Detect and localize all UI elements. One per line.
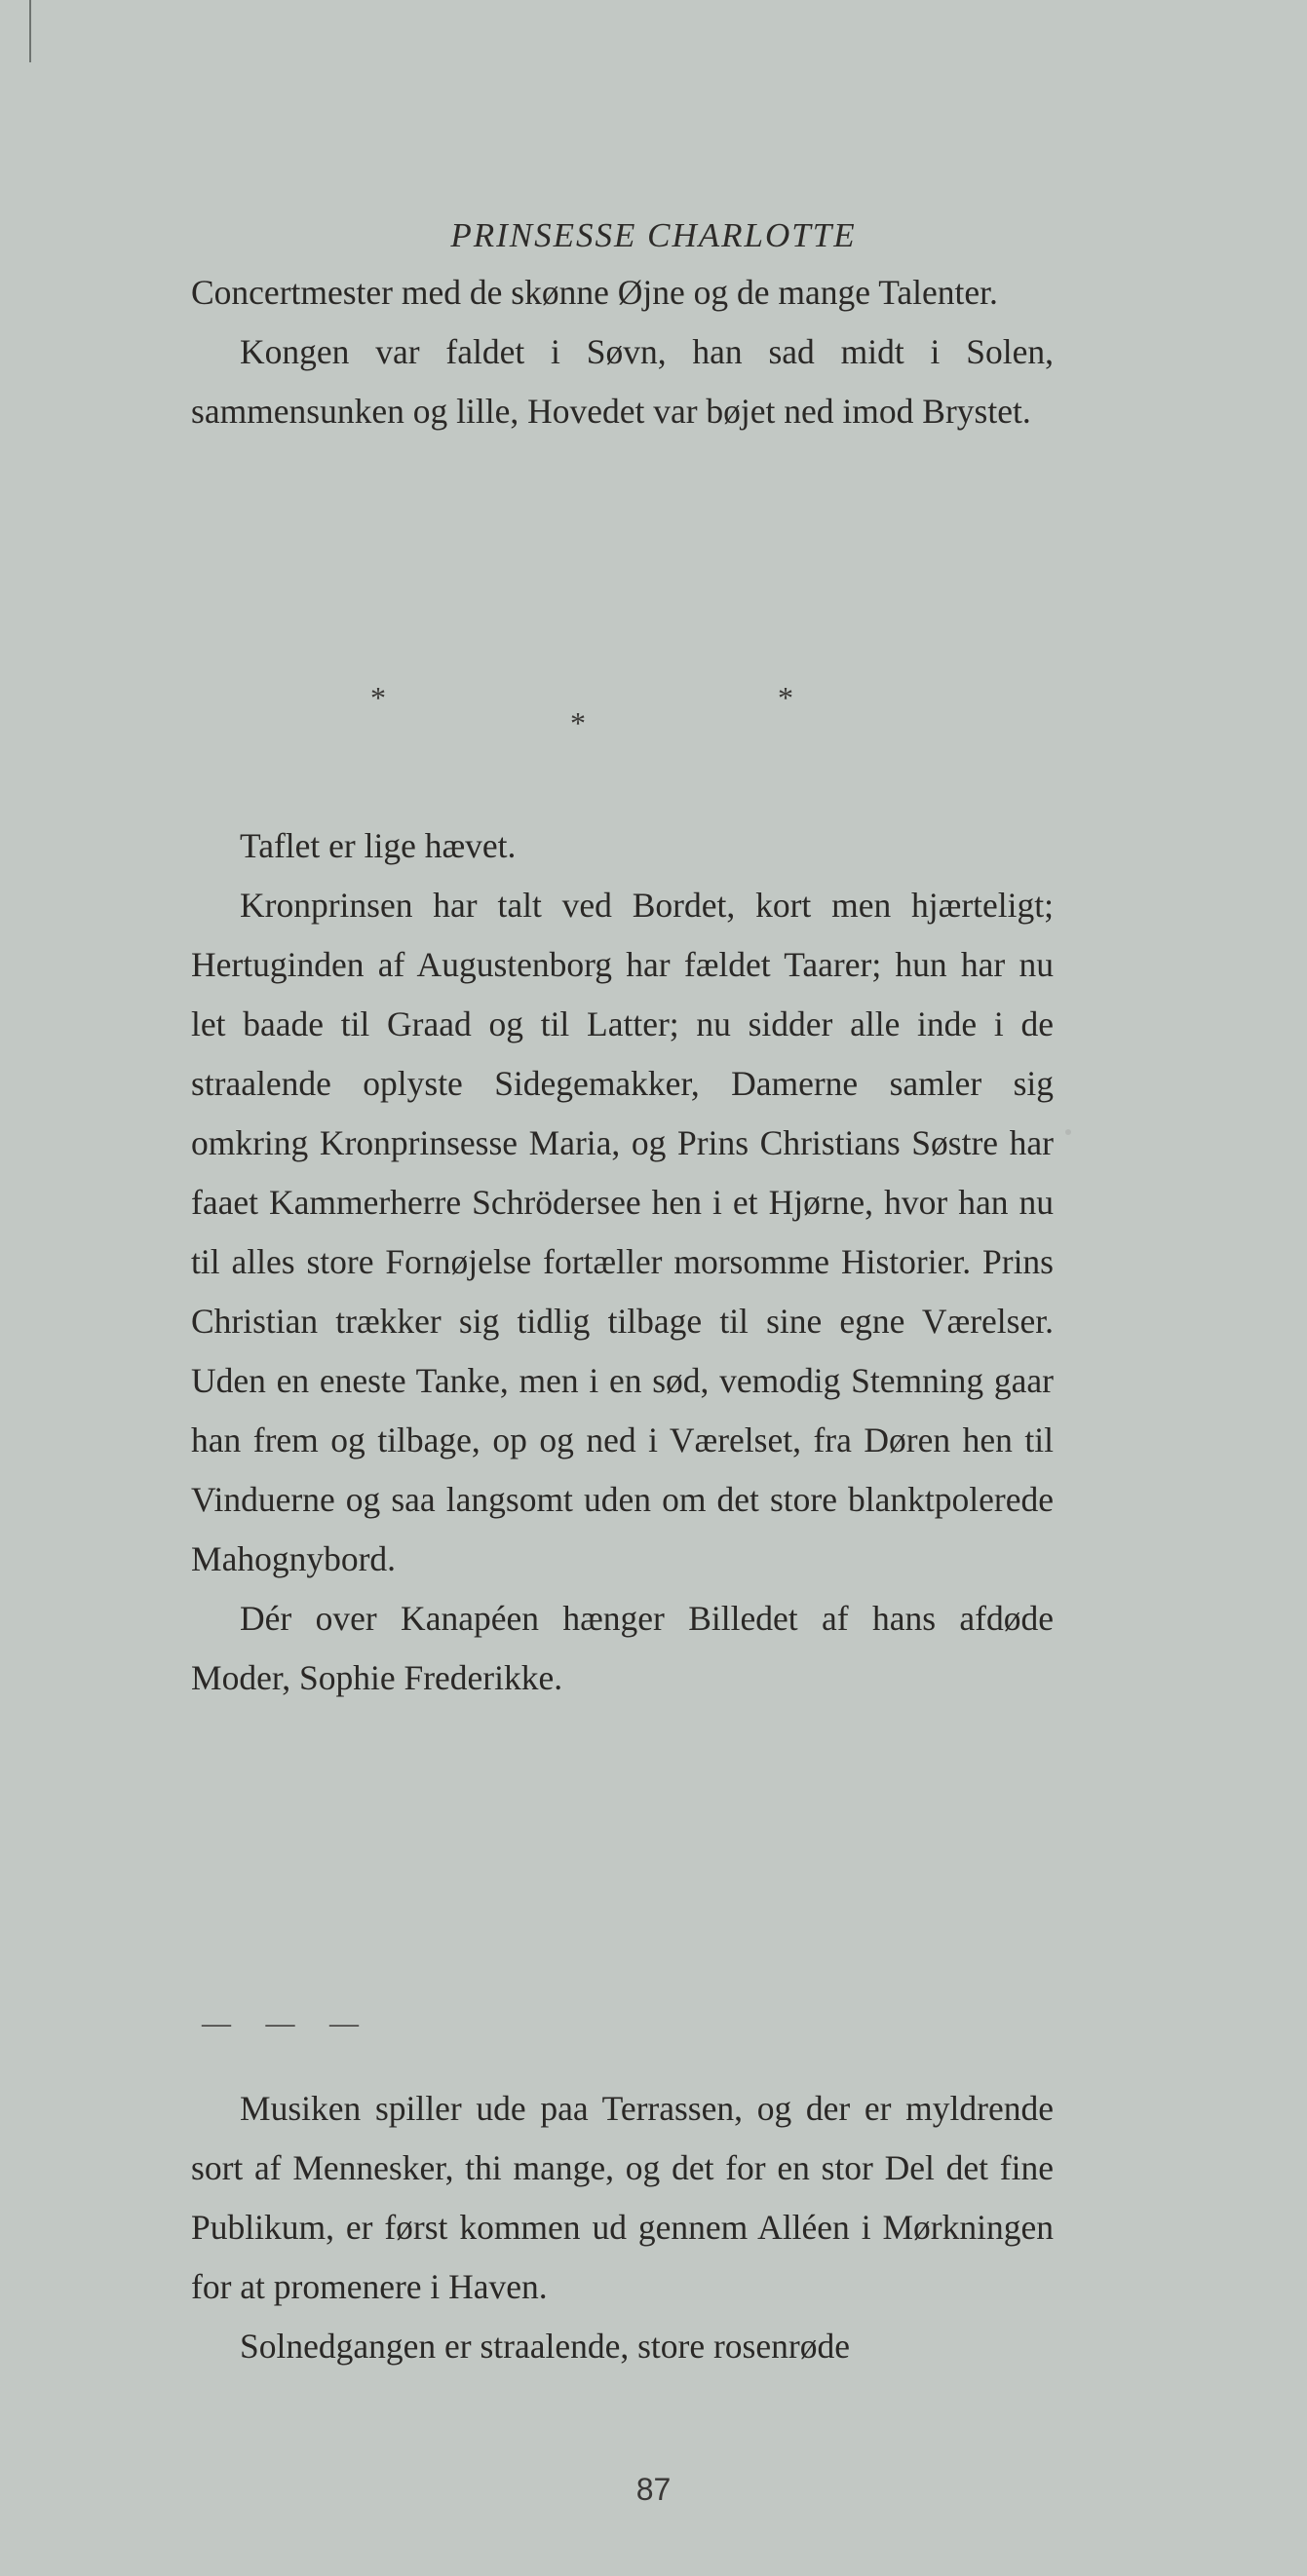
section-separator-asterisks (0, 680, 1307, 748)
paragraph: Taflet er lige hævet. (240, 826, 517, 865)
paragraph-continuation: Concertmester med de skønne Øjne og de mange Talenter. (191, 273, 998, 312)
text-block-3 (191, 2079, 1054, 2376)
text-block-1 (191, 263, 1054, 441)
paragraph: Kronprinsen har talt ved Bordet, kort men hjærteligt; Hertuginden af Augustenborg har fældet Taarer; hun har nu let baade til Graad og til Latter; nu sidder alle inde i de straalende oplyste Sidegemakker, Damerne samler sig omkring Kronprinsesse Maria, og Prins Christians Søstre har faaet Kammerherre Schrödersee hen i et Hjørne, hvor han nu til alles store Fornøjelse fortæller morsomme Historier. Prins Christian trækker sig tidlig tilbage til sine egne Værelser. Uden en eneste Tanke, men i en sød, vemodig Stemning gaar han frem og tilbage, op og ned i Værelset, fra Døren hen til Vinduerne og saa langsomt uden om det store blanktpolerede Mahognybord. (191, 886, 1054, 1578)
running-title: PRINSESSE CHARLOTTE (450, 216, 857, 254)
asterisk-center: * (570, 705, 586, 740)
asterisk-right: * (778, 680, 793, 715)
paragraph: Solnedgangen er straalende, store rosenrøde (240, 2327, 850, 2366)
paragraph: Kongen var faldet i Søvn, han sad midt i Solen, sammensunken og lille, Hovedet var bøjet ned imod Brystet. (191, 332, 1054, 431)
page-number: 87 (635, 2472, 672, 2507)
paragraph: Dér over Kanapéen hænger Billedet af hans afdøde Moder, Sophie Frederikke. (191, 1599, 1054, 1697)
paragraph: Musiken spiller ude paa Terrassen, og der er myldrende sort af Mennesker, thi mange, og det for en stor Del det fine Publikum, er først kommen ud gennem Alléen i Mørkningen for at promenere i Haven. (191, 2089, 1054, 2306)
paper-speck (1065, 1129, 1071, 1135)
asterisk-left: * (370, 680, 386, 715)
section-separator-dashes: — — — (202, 2007, 372, 2039)
text-block-2 (191, 816, 1054, 1708)
